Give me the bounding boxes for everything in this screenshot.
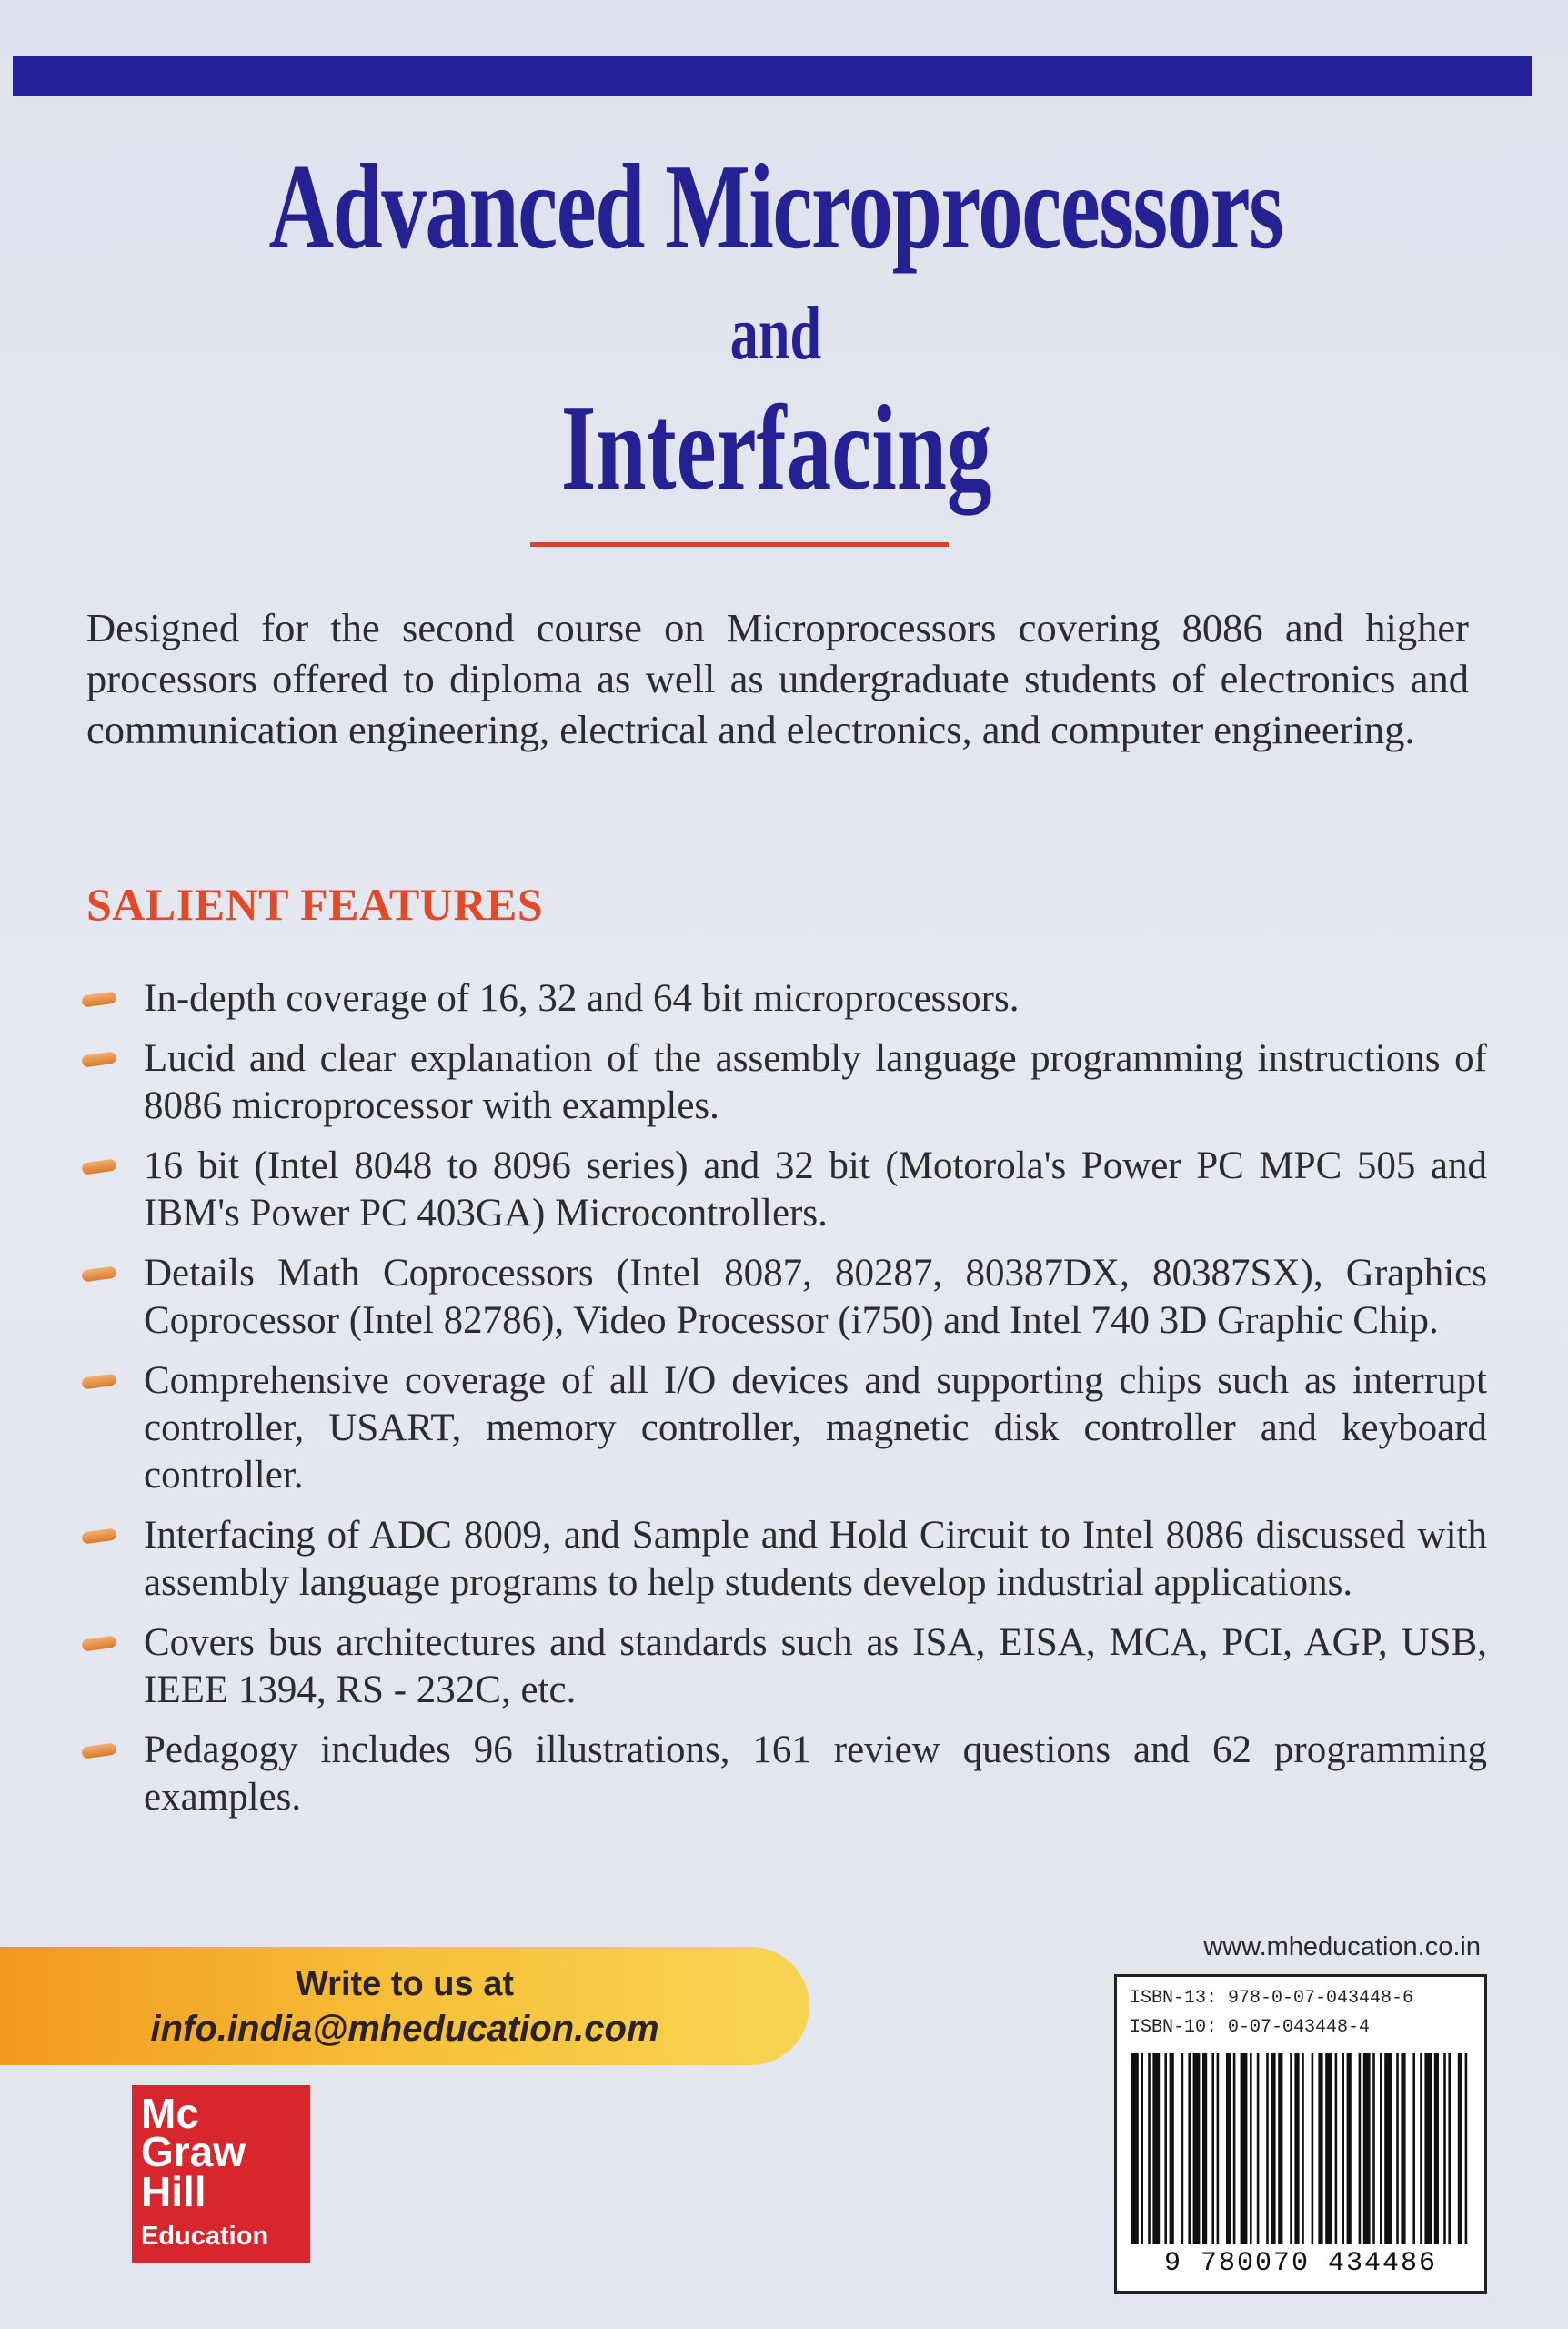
feature-text: Details Math Coprocessors (Intel 8087, 80287, 80387DX, 80387SX), Graphics Coprocessor (Intel 82786), Video Processor (i750) and Intel 740 3D Graphic Chip. [144, 1252, 1487, 1342]
contact-email[interactable]: info.india@mheducation.com [150, 2009, 659, 2049]
feature-text: Lucid and clear explanation of the assembly language programming instructions of 8086 microprocessor with examples. [144, 1037, 1487, 1127]
logo-text-education: Education [141, 2222, 269, 2251]
logo-text-mc: Mc [141, 2090, 199, 2137]
book-title-line1: Advanced Microprocessors [268, 139, 1283, 274]
feature-text: Comprehensive coverage of all I/O devices and supporting chips such as interrupt controller, USART, memory controller, magnetic disk controller and keyboard controller. [144, 1359, 1487, 1497]
feature-item [82, 975, 1487, 1023]
book-title-line2: and [729, 291, 822, 376]
feature-item [82, 1357, 1487, 1499]
isbn-barcode-box [1114, 1974, 1487, 2294]
feature-item [82, 1727, 1487, 1821]
top-color-band [13, 56, 1532, 96]
feature-item [82, 1512, 1487, 1607]
bullet-dash-icon [81, 1158, 116, 1175]
feature-item [82, 1035, 1487, 1130]
feature-text: 16 bit (Intel 8048 to 8096 series) and 32 bit (Motorola's Power PC MPC 505 and IBM's Power PC 403GA) Microcontrollers. [144, 1144, 1487, 1235]
title-underline [530, 542, 949, 547]
feature-item [82, 1143, 1487, 1237]
features-heading: SALIENT FEATURES [86, 879, 544, 930]
feature-text: Interfacing of ADC 8009, and Sample and Hold Circuit to Intel 8086 discussed with assembly language programs to help students develop industrial applications. [144, 1514, 1487, 1604]
bullet-dash-icon [81, 1742, 116, 1759]
feature-text: In-depth coverage of 16, 32 and 64 bit microprocessors. [144, 977, 1020, 1020]
logo-text-graw: Graw [141, 2128, 246, 2175]
logo-text-hill: Hill [141, 2168, 206, 2215]
isbn-13: ISBN-13: 978-0-07-043448-6 [1130, 1988, 1414, 2009]
bullet-dash-icon [81, 991, 116, 1007]
publisher-logo [132, 2085, 310, 2263]
bullet-dash-icon [81, 1051, 116, 1067]
feature-item [82, 1250, 1487, 1345]
book-title-line3: Interfacing [560, 380, 992, 515]
intro-paragraph: Designed for the second course on Microprocessors covering 8086 and higher processors offered to diploma as well as undergraduate students of electronics and communication engineering, electrical and electronics, and computer engineering. [86, 605, 1469, 752]
features-list [82, 975, 1487, 1834]
contact-label: Write to us at [296, 1965, 514, 2003]
isbn-10: ISBN-10: 0-07-043448-4 [1130, 2017, 1371, 2038]
bullet-dash-icon [81, 1265, 116, 1282]
bullet-dash-icon [81, 1373, 116, 1389]
feature-text: Covers bus architectures and standards such as ISA, EISA, MCA, PCI, AGP, USB, IEEE 1394, RS - 232C, etc. [144, 1621, 1487, 1711]
barcode-digits: 9 780070 434486 [1163, 2248, 1438, 2279]
bullet-dash-icon [81, 1635, 116, 1651]
bullet-dash-icon [81, 1527, 116, 1544]
publisher-website[interactable]: www.mheducation.co.in [1203, 1932, 1481, 1961]
feature-item [82, 1619, 1487, 1714]
feature-text: Pedagogy includes 96 illustrations, 161 review questions and 62 programming examples. [144, 1729, 1487, 1819]
barcode-icon [1128, 2053, 1473, 2244]
